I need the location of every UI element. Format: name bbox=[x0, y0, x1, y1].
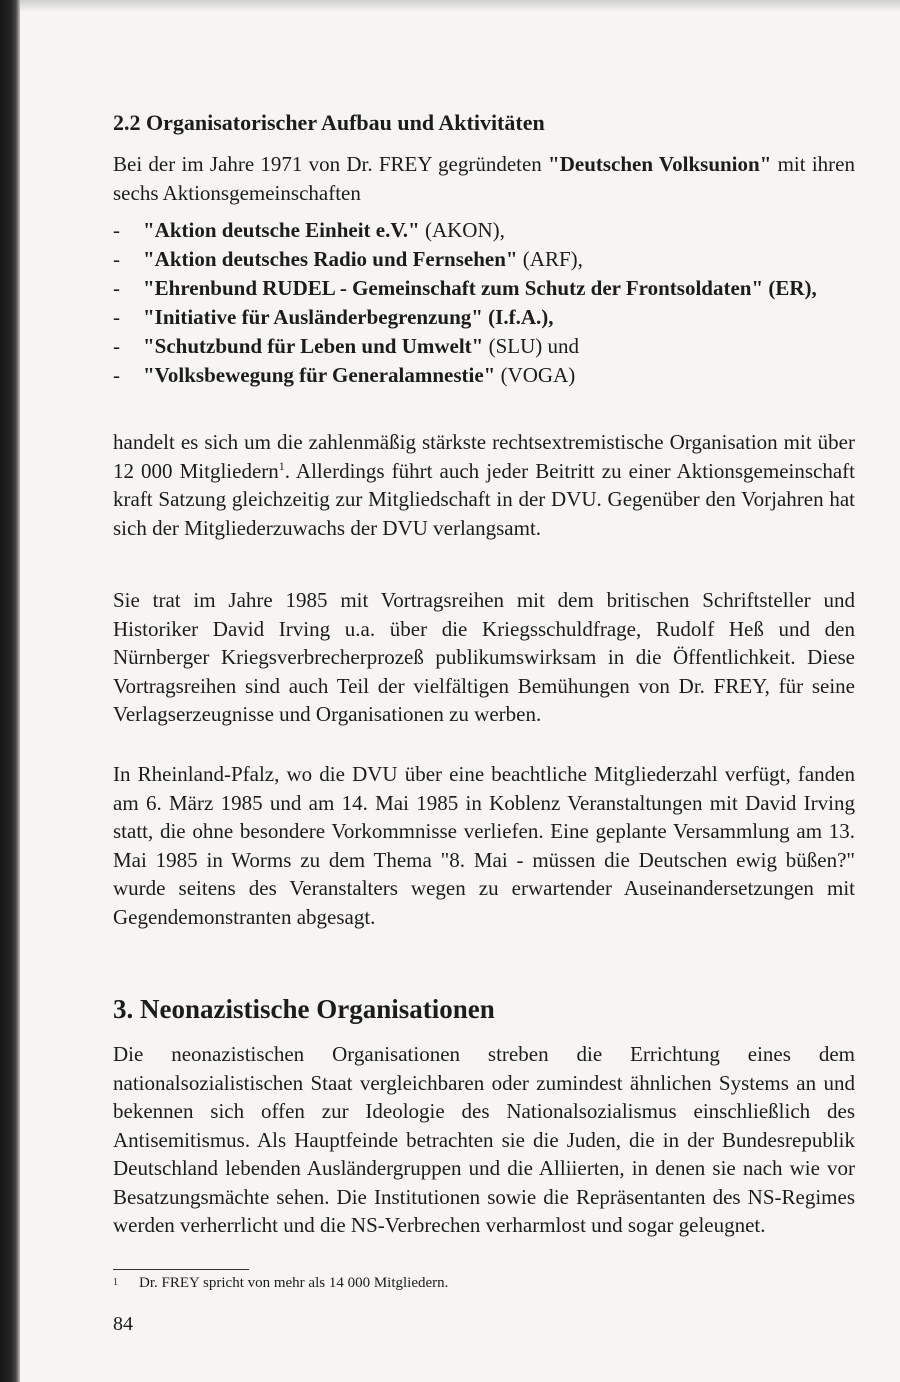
list-item-name: "Ehrenbund RUDEL - Gemeinschaft zum Schutz der Frontsoldaten" (ER), bbox=[143, 276, 817, 300]
list-item bbox=[113, 216, 855, 245]
paragraph-lecture-series: Sie trat im Jahre 1985 mit Vortragsreihen mit dem britischen Schriftsteller und Historiker David Irving u.a. über die Kriegsschuldfrage, Rudolf Heß und den Nürnberger Kriegsverbrecherprozeß publikumswirksam in die Öffentlichkeit. Diese Vortragsreihen sind auch Teil der vielfältigen Bemühungen von Dr. FREY, für seine Verlagserzeugnisse und Organisationen zu werben. bbox=[113, 588, 855, 726]
list-item-name: "Initiative für Ausländerbegrenzung" (I.f.A.), bbox=[143, 305, 554, 329]
list-dash: - bbox=[113, 218, 120, 242]
intro-org-name: "Deutschen Volksunion" bbox=[548, 152, 772, 176]
scan-edge-left bbox=[0, 0, 20, 1382]
footnote-reference: 1 bbox=[278, 458, 285, 473]
list-dash: - bbox=[113, 363, 120, 387]
list-dash: - bbox=[113, 305, 120, 329]
list-item-suffix: (ARF), bbox=[517, 247, 583, 271]
intro-text-before: Bei der im Jahre 1971 von Dr. FREY gegründeten bbox=[113, 152, 549, 176]
list-item-suffix: (SLU) und bbox=[483, 334, 580, 358]
paragraph-rheinland-pfalz: In Rheinland-Pfalz, wo die DVU über eine beachtliche Mitgliederzahl verfügt, fanden am 6. März 1985 und am 14. Mai 1985 in Koblenz Veranstaltungen mit David Irving statt, die ohne besondere Vorkommnisse verliefen. Eine geplante Versammlung am 13. Mai 1985 in Worms zu dem Thema "8. Mai - müssen die Deutschen ewig büßen?" wurde seitens des Veranstalters wegen zu erwartender Auseinandersetzungen mit Gegendemonstranten abgesagt. bbox=[113, 762, 855, 929]
list-item-suffix: (VOGA) bbox=[495, 363, 576, 387]
list-item bbox=[113, 274, 855, 303]
paragraph-neonazi-organisations: Die neonazistischen Organisationen streben die Errichtung eines dem nationalsozialistischen Staat vergleichbaren oder zumindest ähnlichen Systems an und bekennen sich offen zur Ideologie des Nationalsozialismus einschließlich des Antisemitismus. Als Hauptfeinde betrachten sie die Juden, die in der Bundesrepublik Deutschland lebenden Ausländergruppen und die Alliierten, in denen sie nach wie vor Besatzungsmächte sehen. Die Institutionen sowie die Repräsentanten des NS-Regimes werden verherrlicht und die NS-Verbrechen verharmlost und sogar geleugnet. bbox=[113, 1042, 855, 1237]
list-item bbox=[113, 332, 855, 361]
list-item-name: "Volksbewegung für Generalamnestie" bbox=[143, 363, 496, 387]
list-item-suffix: (AKON), bbox=[419, 218, 505, 242]
aktion-list bbox=[113, 216, 855, 390]
footnote-mark: 1 bbox=[113, 1277, 118, 1288]
paragraph-text: handelt es sich um die zahlenmäßig stärkste rechtsextremistische Organisation mit über 12 000 Mitgliedern bbox=[113, 430, 855, 483]
scan-edge-top bbox=[20, 0, 900, 12]
list-dash: - bbox=[113, 334, 120, 358]
list-item-name: "Aktion deutsches Radio und Fernsehen" bbox=[143, 247, 518, 271]
list-dash: - bbox=[113, 247, 120, 271]
list-item-name: "Aktion deutsche Einheit e.V." bbox=[143, 218, 420, 242]
paragraph-text: . Allerdings führt auch jeder Beitritt zu einer Aktionsgemeinschaft kraft Satzung gleichzeitig zur Mitgliedschaft in der DVU. Gegenüber den Vorjahren hat sich der Mitgliederzuwachs der DVU verlangsamt. bbox=[113, 458, 855, 540]
paragraph-membership bbox=[113, 428, 855, 542]
list-item bbox=[113, 245, 855, 274]
intro-text-after: mit ihren sechs Aktionsgemeinschaften bbox=[113, 152, 855, 205]
chapter-heading: 3. Neonazistische Organisationen bbox=[113, 994, 495, 1024]
footnote bbox=[113, 1273, 448, 1293]
footnote-divider bbox=[113, 1269, 249, 1270]
list-dash: - bbox=[113, 276, 120, 300]
page-number: 84 bbox=[113, 1313, 133, 1335]
list-item-name: "Schutzbund für Leben und Umwelt" bbox=[143, 334, 484, 358]
section-heading: 2.2 Organisatorischer Aufbau und Aktivitäten bbox=[113, 110, 545, 135]
list-item bbox=[113, 361, 855, 390]
footnote-text: Dr. FREY spricht von mehr als 14 000 Mitgliedern. bbox=[139, 1275, 449, 1291]
list-item bbox=[113, 303, 855, 332]
intro-paragraph bbox=[113, 150, 855, 207]
